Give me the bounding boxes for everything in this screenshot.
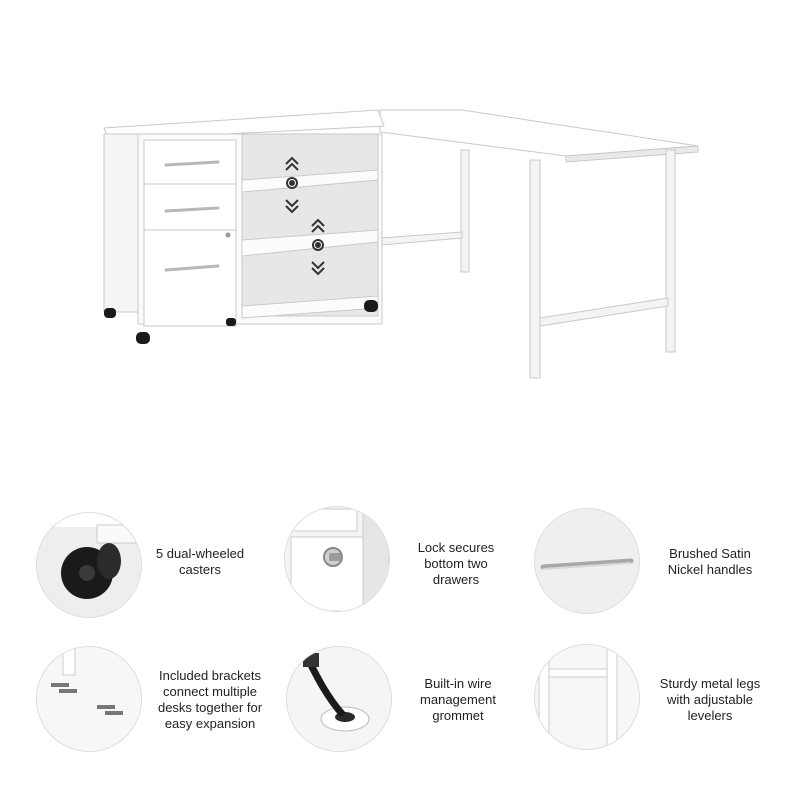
feature-grommet-image bbox=[286, 646, 392, 752]
feature-brackets-caption: Included brackets connect multiple desks together for easy expansion bbox=[157, 668, 263, 731]
drawer-bottom bbox=[144, 230, 236, 326]
feature-lock-caption: Lock secures bottom two drawers bbox=[417, 540, 495, 587]
desk-metal-legs bbox=[381, 150, 675, 378]
feature-legs-image bbox=[534, 644, 640, 750]
file-drawers bbox=[144, 140, 236, 326]
feature-casters-caption: 5 dual-wheeled casters bbox=[155, 546, 245, 577]
open-shelf-cavity bbox=[242, 134, 378, 316]
wire-grommet-icon bbox=[287, 647, 391, 751]
feature-casters-image bbox=[36, 512, 142, 618]
connector-bracket-icon bbox=[37, 647, 141, 751]
pedestal-side-panel bbox=[104, 134, 138, 312]
drawer-lock-icon bbox=[226, 233, 231, 238]
drawer-lock-icon bbox=[285, 507, 389, 611]
feature-grommet-caption: Built-in wire management grommet bbox=[420, 676, 496, 723]
feature-legs-caption: Sturdy metal legs with adjustable levelers bbox=[659, 676, 761, 723]
desk-return-top bbox=[380, 110, 698, 156]
metal-leg-icon bbox=[535, 645, 639, 749]
caster-wheel-icon bbox=[37, 513, 141, 617]
feature-handles-image bbox=[534, 508, 640, 614]
feature-brackets-image bbox=[36, 646, 142, 752]
drawer-handle-icon bbox=[535, 509, 639, 613]
feature-lock-image bbox=[284, 506, 390, 612]
feature-handles-caption: Brushed Satin Nickel handles bbox=[667, 546, 753, 577]
